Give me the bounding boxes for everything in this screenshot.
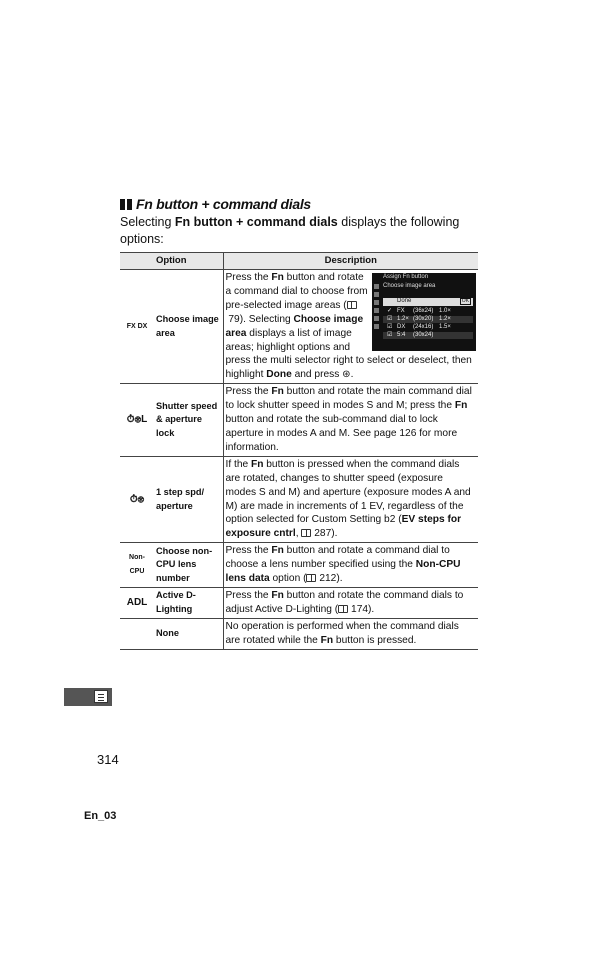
- option-description: No operation is performed when the command dials are rotated while the Fn button is pressed.: [223, 618, 478, 649]
- table-row: [120, 270, 478, 384]
- option-icon-cell: [120, 618, 154, 649]
- page-reference-icon: [301, 529, 311, 537]
- option-icon-cell: [120, 270, 154, 384]
- screen-subtitle: Choose image area: [383, 283, 436, 289]
- heading-marker-icon: [127, 199, 132, 210]
- non-cpu-lens-icon: Non-CPU: [129, 554, 145, 576]
- option-name: 1 step spd/ aperture: [154, 456, 223, 542]
- option-icon-cell: [120, 456, 154, 542]
- page-number: 314: [97, 752, 119, 767]
- option-icon-cell: [120, 384, 154, 457]
- table-row: [120, 618, 478, 649]
- option-description: If the Fn button is pressed when the command dials are rotated, changes to shutter speed (exposure modes S and M) and aperture (exposure modes A and M) are made in increments of 1 EV, regardless of the option selected for Custom Setting b2 (EV steps for exposure cntrl, 287).: [223, 456, 478, 542]
- screen-image-area-row: ✓ FX (36x24) 1.0×: [387, 308, 451, 314]
- screen-image-area-row: ☑ 5:4 (30x24): [383, 332, 473, 339]
- screen-done-item: Done OK: [383, 298, 473, 306]
- camera-menu-screenshot: [372, 273, 476, 351]
- one-step-icon: ⏱⊛: [129, 493, 145, 505]
- header-option: Option: [120, 253, 223, 270]
- table-row: [120, 456, 478, 542]
- page-reference-icon: [347, 301, 357, 309]
- intro-paragraph: Selecting Fn button + command dials displays the following options:: [120, 215, 460, 246]
- option-icon-cell: [120, 587, 154, 618]
- option-name: Choose image area: [154, 270, 223, 384]
- screen-title: Assign Fn button: [383, 274, 429, 280]
- table-row: [120, 587, 478, 618]
- page-reference-icon: [306, 574, 316, 582]
- option-name: None: [154, 618, 223, 649]
- option-description: Press the Fn button and rotate the main command dial to lock shutter speed in modes S and M; press the Fn button and rotate the sub-command dial to lock aperture in modes A and M. See page 126 for more information.: [223, 384, 478, 457]
- table-row: [120, 384, 478, 457]
- section-title: Fn button + command dials: [136, 196, 311, 212]
- page-reference-icon: [338, 605, 348, 613]
- option-name: Shutter speed & aperture lock: [154, 384, 223, 457]
- screen-image-area-row: ☑ DX (24x16) 1.5×: [387, 324, 451, 330]
- footer-code: En_03: [84, 810, 117, 822]
- screen-image-area-row: ☑ 1.2× (30x20) 1.2×: [383, 316, 473, 323]
- option-description: Press the Fn button and rotate a command dial to choose a lens number specified using the Non-CPU lens data option ( 212).: [223, 543, 478, 588]
- table-row: [120, 543, 478, 588]
- image-area-icon: FX DX: [126, 323, 148, 331]
- menu-list-icon: [94, 690, 108, 703]
- options-table: [120, 252, 478, 650]
- header-description: Description: [223, 253, 478, 270]
- active-d-lighting-icon: ADL: [126, 596, 148, 608]
- heading-marker-icon: [120, 199, 125, 210]
- option-icon-cell: [120, 543, 154, 588]
- table-header-row: [120, 253, 478, 270]
- option-description: Press the Fn button and rotate the command dials to adjust Active D-Lighting ( 174).: [223, 587, 478, 618]
- shutter-aperture-lock-icon: ⏱⊛L: [126, 414, 148, 426]
- option-name: Choose non-CPU lens number: [154, 543, 223, 588]
- option-name: Active D-Lighting: [154, 587, 223, 618]
- section-heading: [120, 196, 311, 212]
- section-tab-marker: [64, 688, 112, 706]
- option-description: Assign Fn button Choose image area Done OK ✓ FX (36x24) 1.0× ☑ 1.2× (30x20) 1.2× ☑ DX (24x16) 1.5× ☑ 5:4 (30x24) Press the Fn button and rotate a command dial to choose from pre-selected image areas ( 79). Selecting Choose image area displays a list of image areas; highlight options and press the multi selector right to select or deselect, then highlight Done and press ⊛.: [223, 270, 478, 384]
- menu-sidebar: [372, 282, 380, 342]
